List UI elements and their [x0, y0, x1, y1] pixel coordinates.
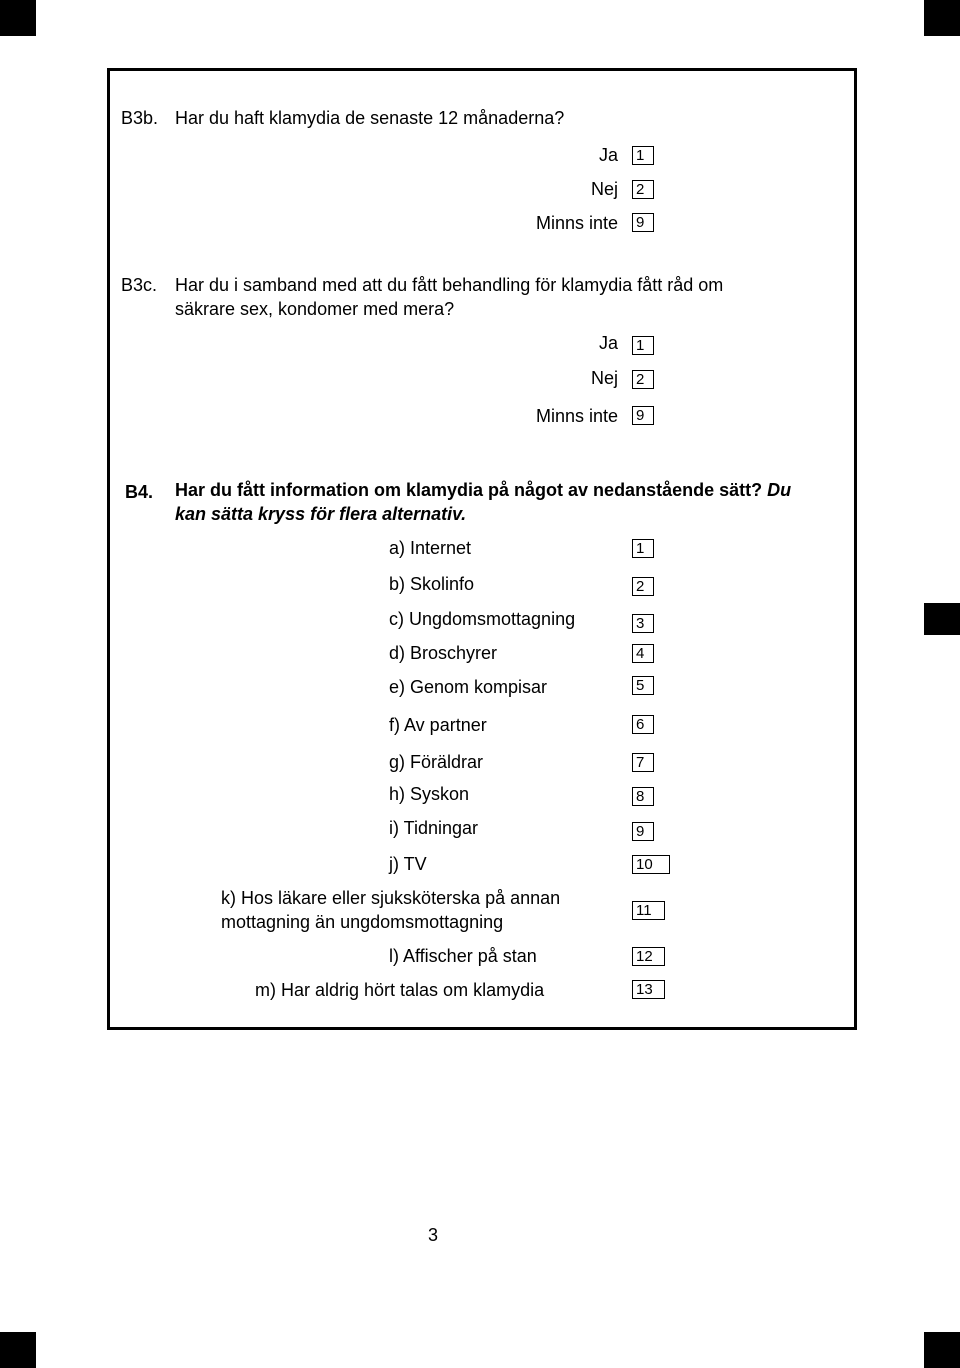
checkbox-b4-7[interactable]: 7: [632, 753, 654, 772]
registration-mark-middle-right: [924, 603, 960, 635]
question-instruction-b4: Du: [767, 480, 792, 500]
option-label: Minns inte: [535, 213, 618, 233]
option-label: a) Internet: [389, 538, 472, 558]
question-number-b3c: B3c.: [121, 275, 158, 295]
checkbox-b3c-1[interactable]: 1: [632, 336, 654, 355]
option-label: mottagning än ungdomsmottagning: [221, 912, 504, 932]
option-label: c) Ungdomsmottagning: [389, 609, 576, 629]
question-number-b4: B4.: [125, 482, 154, 502]
option-label: i) Tidningar: [389, 818, 479, 838]
questionnaire-frame: [107, 68, 857, 1030]
checkbox-b4-8[interactable]: 8: [632, 787, 654, 806]
option-label: b) Skolinfo: [389, 574, 475, 594]
checkbox-b3c-9[interactable]: 9: [632, 406, 654, 425]
option-label: Ja: [598, 145, 618, 165]
option-label: l) Affischer på stan: [389, 946, 537, 966]
checkbox-b4-2[interactable]: 2: [632, 577, 654, 596]
option-label: Nej: [590, 179, 618, 199]
checkbox-b4-10[interactable]: 10: [632, 855, 670, 874]
checkbox-b4-12[interactable]: 12: [632, 947, 665, 966]
checkbox-b4-11[interactable]: 11: [632, 901, 665, 920]
checkbox-b4-3[interactable]: 3: [632, 614, 654, 633]
question-number-b3b: B3b.: [121, 108, 159, 128]
question-instruction-b4-line2: kan sätta kryss för flera alternativ.: [175, 504, 467, 524]
checkbox-b3b-2[interactable]: 2: [632, 180, 654, 199]
registration-mark-top-right: [924, 0, 960, 36]
page-number: 3: [428, 1225, 439, 1245]
registration-mark-top-left: [0, 0, 36, 36]
registration-mark-bottom-left: [0, 1332, 36, 1368]
question-text-b4: Har du fått information om klamydia på något av nedanstående sätt?: [175, 480, 763, 500]
checkbox-b4-4[interactable]: 4: [632, 644, 654, 663]
checkbox-b4-1[interactable]: 1: [632, 539, 654, 558]
option-label: Minns inte: [535, 406, 618, 426]
option-label: e) Genom kompisar: [389, 677, 548, 697]
checkbox-b3b-9[interactable]: 9: [632, 213, 654, 232]
checkbox-b4-13[interactable]: 13: [632, 980, 665, 999]
option-label: m) Har aldrig hört talas om klamydia: [255, 980, 545, 1000]
checkbox-b4-5[interactable]: 5: [632, 676, 654, 695]
question-text-b3b: Har du haft klamydia de senaste 12 månaderna?: [175, 108, 565, 128]
question-text-b3c-line1: Har du i samband med att du fått behandling för klamydia fått råd om: [175, 275, 724, 295]
option-label: g) Föräldrar: [389, 752, 484, 772]
checkbox-b3c-2[interactable]: 2: [632, 370, 654, 389]
option-label: d) Broschyrer: [389, 643, 498, 663]
option-label: Ja: [598, 333, 618, 353]
checkbox-b4-6[interactable]: 6: [632, 715, 654, 734]
checkbox-b4-9[interactable]: 9: [632, 822, 654, 841]
checkbox-b3b-1[interactable]: 1: [632, 146, 654, 165]
option-label: f) Av partner: [389, 715, 487, 735]
option-label: Nej: [590, 368, 618, 388]
option-label: h) Syskon: [389, 784, 470, 804]
option-label: k) Hos läkare eller sjuksköterska på annan: [221, 888, 561, 908]
question-text-b4-line1: [175, 480, 791, 500]
option-label: j) TV: [389, 854, 427, 874]
question-text-b3c-line2: säkrare sex, kondomer med mera?: [175, 299, 455, 319]
registration-mark-bottom-right: [924, 1332, 960, 1368]
